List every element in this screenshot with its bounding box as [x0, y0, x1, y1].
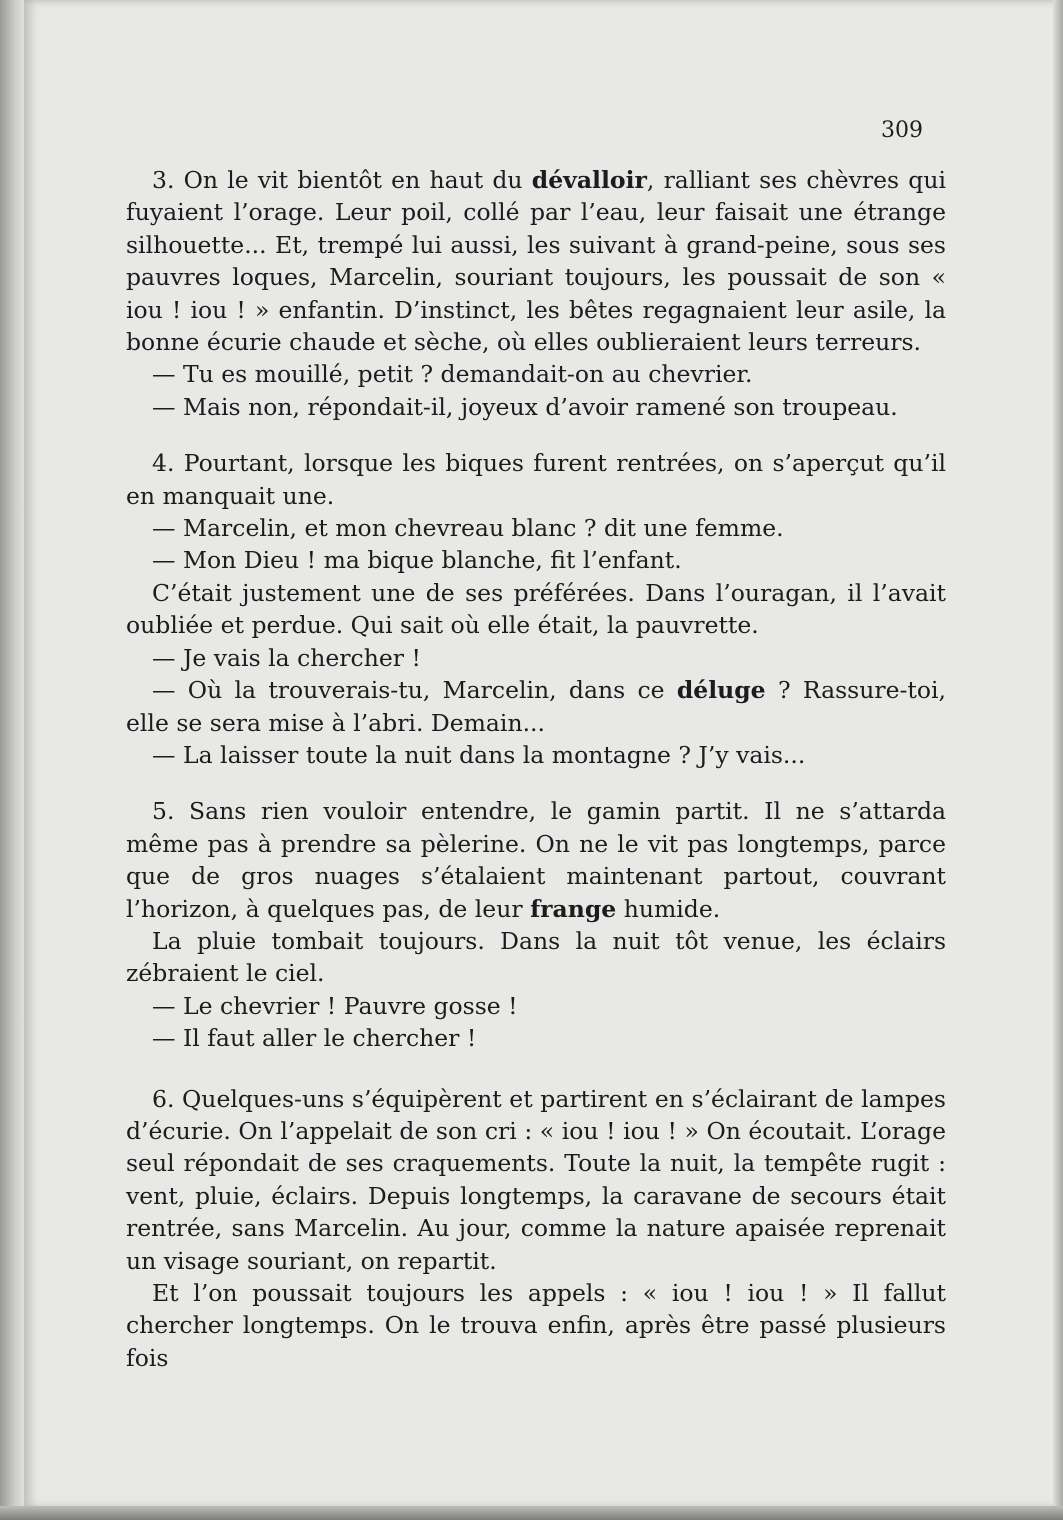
paragraph-3	[126, 164, 946, 358]
text-run: — Je vais la chercher !	[152, 643, 421, 672]
bold-term: frange	[530, 894, 617, 923]
page-bottom-edge	[0, 1506, 1063, 1520]
text-run: C’était justement une de ses préférées. Dans l’ouragan, il l’avait oubliée et perdue. Qui sait où elle était, la pauvrette.	[126, 578, 946, 640]
page-number: 309	[881, 118, 923, 143]
dialogue-line	[126, 990, 946, 1022]
dialogue-line	[126, 739, 946, 771]
bold-term: dévalloir	[531, 166, 647, 194]
text-run: ? Rassure-toi, elle se sera mise à l’abri. Demain...	[126, 676, 947, 737]
text-run: — La laisser toute la nuit dans la montagne ? J’y vais...	[152, 740, 806, 769]
text-run: — Mon Dieu ! ma bique blanche, fit l’enfant.	[152, 546, 682, 575]
text-run: 6. Quelques-uns s’équipèrent et partirent en s’éclairant de lampes d’écurie. On l’appelait de son cri : « iou ! iou ! » On écoutait. L’orage seul répondait de ses craquements. Toute la nuit, la tempête rugit : vent, pluie, éclairs. Depuis longtemps, la caravane de secours était rentrée, sans Marcelin. Au jour, comme la nature apaisée reprenait un visage souriant, on repartit.	[126, 1084, 946, 1275]
paragraph-4	[126, 447, 946, 512]
paragraph-4-continued	[126, 577, 946, 642]
text-run: , ralliant ses chèvres qui fuyaient l’orage. Leur poil, collé par l’eau, leur faisait une étrange silhouette... Et, trempé lui aussi, les suivant à grand-peine, sous ses pauvres loques, Marcelin, souriant toujours, les poussait de son « iou ! iou ! » enfantin. D’instinct, les bêtes regagnaient leur asile, la bonne écurie chaude et sèche, où elles oublieraient leurs terreurs.	[126, 166, 946, 357]
bold-term: déluge	[676, 676, 766, 705]
paragraph-6-continued	[126, 1277, 946, 1374]
text-run: La pluie tombait toujours. Dans la nuit tôt venue, les éclairs zébraient le ciel.	[126, 926, 946, 988]
text-run: humide.	[616, 894, 721, 923]
paragraph-5	[126, 795, 946, 925]
text-run: — Le chevrier ! Pauvre gosse !	[152, 991, 518, 1020]
paragraph-6	[126, 1083, 946, 1277]
book-page	[24, 0, 1063, 1508]
text-run: — Marcelin, et mon chevreau blanc ? dit une femme.	[152, 514, 784, 543]
text-run: — Mais non, répondait-il, joyeux d’avoir ramené son troupeau.	[152, 392, 898, 421]
text-run: — Où la trouverais-tu, Marcelin, dans ce	[152, 676, 677, 705]
text-run: 3. On le vit bientôt en haut du	[152, 166, 532, 194]
dialogue-line	[126, 358, 946, 390]
text-run: Et l’on poussait toujours les appels : « iou ! iou ! » Il fallut chercher longtemps. On le trouva enfin, après être passé plusieurs fois	[126, 1279, 946, 1372]
text-run: 4. Pourtant, lorsque les biques furent rentrées, on s’aperçut qu’il en manquait une.	[126, 449, 946, 510]
dialogue-line	[126, 391, 946, 423]
dialogue-line	[126, 512, 946, 544]
text-run: 5. Sans rien vouloir entendre, le gamin partit. Il ne s’attarda même pas à prendre sa pèlerine. On ne le vit pas longtemps, parce que de gros nuages s’étalaient maintenant partout, couvrant l’horizon, à quelques pas, de leur	[126, 797, 946, 923]
paragraph-5-continued	[126, 925, 946, 990]
page-right-edge	[1053, 0, 1063, 1520]
dialogue-line	[126, 544, 946, 576]
text-run: — Tu es mouillé, petit ? demandait-on au chevrier.	[152, 360, 753, 389]
dialogue-line	[126, 1022, 946, 1054]
dialogue-line	[126, 642, 946, 674]
dialogue-line	[126, 674, 946, 739]
page-binding-shadow	[0, 0, 26, 1520]
page-body-text	[126, 164, 946, 1374]
text-run: — Il faut aller le chercher !	[152, 1024, 477, 1053]
